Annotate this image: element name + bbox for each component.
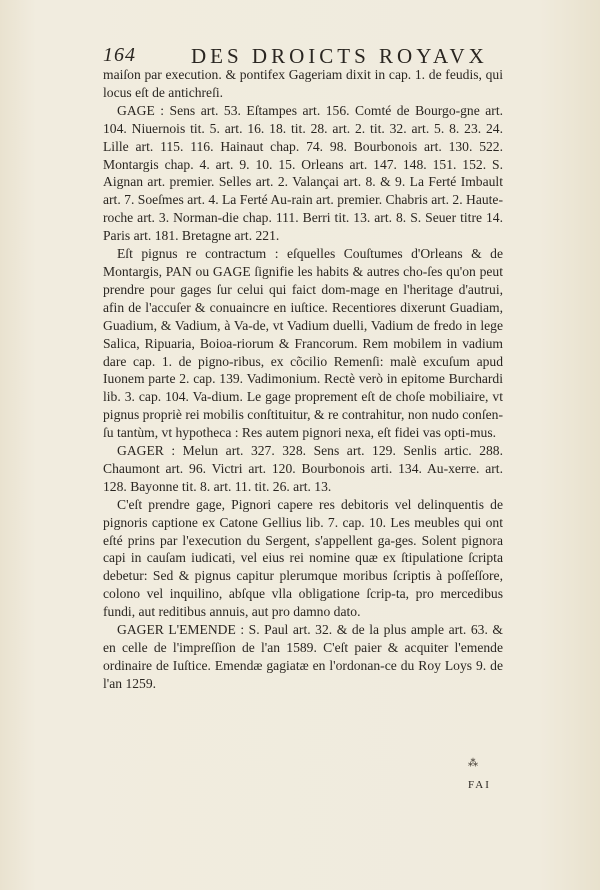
- paragraph-gage-references: GAGE : Sens art. 53. Eſtampes art. 156. Comté de Bourgo-gne art. 104. Niuernois tit. 5. art. 16. 18. tit. 28. art. 2. tit. 32. art. 5. 8. 23. 24. Lille art. 115. 116. Hainaut chap. 74. 98. Bourbonois art. 130. 522. Montargis chap. 4. art. 9. 10. 15. Orleans art. 147. 148. 151. 152. S. Aignan art. premier. Selles art. 2. Valançai art. 8. & 9. La Ferté Imbault art. 7. Soeſmes art. 4. La Ferté Au-rain art. premier. Chabris art. 2. Haute-roche art. 3. Norman-die chap. 111. Berri tit. 13. art. 8. S. Seuer titre 14. Paris art. 181. Bretagne art. 221.: [103, 102, 503, 244]
- page-body: [103, 66, 503, 693]
- page-number: 164: [103, 44, 136, 66]
- ornament-icon: ⁂: [468, 758, 478, 769]
- paragraph-prendre-gage: C'eſt prendre gage, Pignori capere res debitoris vel delinquentis de pignoris captione ex Catone Gellius lib. 7. cap. 10. Les meubles qui ont eſté prins par l'execution du Sergent, s'appellent ga-ges. Solent pignora capi in cauſam iudicati, vel eius rei nomine quæ ex ſtipulatione ſcripta debetur: Sed & pignus capitur plerumque moribus ſcriptis à poſſeſſore, colono vel inquilino, abſque vlla obligatione ſcrip-ta, pro mercedibus fundi, aut reditibus annuis, aut pro damno dato.: [103, 496, 503, 620]
- paragraph-gager-references: GAGER : Melun art. 327. 328. Sens art. 129. Senlis artic. 288. Chaumont art. 96. Victri art. 120. Bourbonois arti. 134. Au-xerre. art. 128. Bayonne tit. 8. art. 11. tit. 26. art. 13.: [103, 443, 503, 494]
- paragraph-pignus: Eſt pignus re contractum : eſquelles Couſtumes d'Orleans & de Montargis, PAN ou GAGE ſignifie les habits & autres cho-ſes qu'on peut prendre pour gages ſur celui qui faict dom-mage en l'heritage d'autrui, afin de l'accuſer & conuaincre en iuſtice. Recentiores dixerunt Guadiam, Guadium, & Vadium, à Va-de, vt Vadium duelli, Vadium de fredo in lege Salica, Ripuaria, Boioa-riorum & Francorum. Rem mobilem in vadium dare cap. 1. de pigno-ribus, ex cõcilio Remenſi: malè excuſum apud Iuonem parte 2. cap. 139. Vadimonium. Rectè verò in epitome Burchardi lib. 3. cap. 104. Va-dium. Le gage proprement eſt de choſe mobiliaire, vt pignus propriè rei mobilis conſtituitur, & re contrahitur, non nudo conſen-ſu tantùm, vt hypotheca : Res autem pignori nexa, eſt fidei vas opti-mus.: [103, 246, 503, 441]
- paragraph-continuation: maiſon par execution. & pontifex Gageriam dixit in cap. 1. de feudis, qui locus eſt de antichreſi.: [103, 67, 503, 100]
- catchword: FAI: [468, 779, 491, 791]
- paragraph-gager-emende: GAGER L'EMENDE : S. Paul art. 32. & de la plus ample art. 63. & en celle de l'impreſſion de l'an 1589. C'eſt paier & acquiter l'emende ordinaire de Iuſtice. Emendæ gagiatæ en l'ordonan-ce du Roy Loys 9. de l'an 1259.: [103, 622, 503, 691]
- running-head: DES DROICTS ROYAVX: [191, 44, 488, 68]
